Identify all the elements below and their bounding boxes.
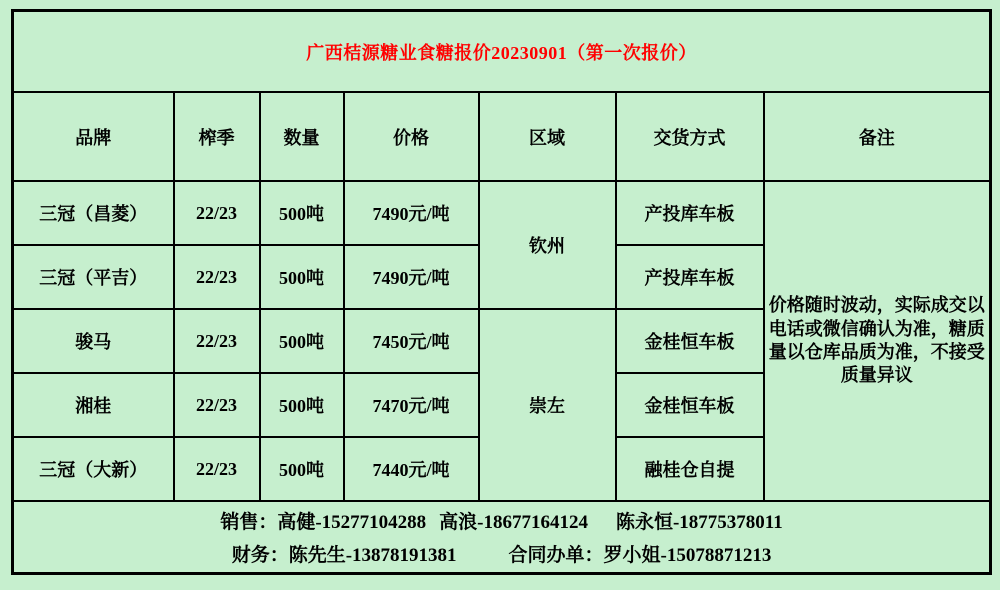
- quantity-cell: 500吨: [260, 181, 344, 245]
- sales-contacts-line: [14, 507, 989, 534]
- col-header-region: 区域: [479, 92, 616, 181]
- season-cell: 22/23: [174, 181, 260, 245]
- sales-contact-1: 销售：高健-15277104288: [220, 512, 427, 534]
- quantity-cell: 500吨: [260, 437, 344, 501]
- brand-cell: 湘桂: [13, 373, 174, 437]
- page-title: 广西桔源糖业食糖报价20230901（第一次报价）: [13, 11, 991, 93]
- contact-footer-lines: [14, 502, 989, 572]
- price-cell: 7490元/吨: [344, 181, 479, 245]
- price-cell: 7470元/吨: [344, 373, 479, 437]
- col-header-remark: 备注: [764, 92, 991, 181]
- quotation-table: [11, 9, 992, 575]
- brand-cell: 三冠（昌菱）: [13, 181, 174, 245]
- region-cell-qinzhou: 钦州: [479, 181, 616, 309]
- region-cell-chongzuo: 崇左: [479, 309, 616, 501]
- remark-cell: 价格随时波动，实际成交以电话或微信确认为准，糖质量以仓库品质为准，不接受质量异议: [764, 181, 991, 501]
- brand-cell: 骏马: [13, 309, 174, 373]
- col-header-season: 榨季: [174, 92, 260, 181]
- title-row: [13, 11, 991, 93]
- col-header-brand: 品牌: [13, 92, 174, 181]
- quotation-sheet: [11, 9, 992, 575]
- price-cell: 7450元/吨: [344, 309, 479, 373]
- quantity-cell: 500吨: [260, 373, 344, 437]
- delivery-cell: 产投库车板: [616, 245, 764, 309]
- delivery-cell: 金桂恒车板: [616, 373, 764, 437]
- delivery-cell: 金桂恒车板: [616, 309, 764, 373]
- season-cell: 22/23: [174, 245, 260, 309]
- sales-contact-2: 高浪-18677164124: [439, 512, 588, 534]
- season-cell: 22/23: [174, 437, 260, 501]
- delivery-cell: 产投库车板: [616, 181, 764, 245]
- quantity-cell: 500吨: [260, 245, 344, 309]
- contact-footer: [13, 501, 991, 574]
- brand-cell: 三冠（大新）: [13, 437, 174, 501]
- header-row: [13, 92, 991, 181]
- col-header-quantity: 数量: [260, 92, 344, 181]
- brand-cell: 三冠（平吉）: [13, 245, 174, 309]
- sales-contact-3: 陈永恒-18775378011: [615, 512, 783, 534]
- price-cell: 7490元/吨: [344, 245, 479, 309]
- delivery-cell: 融桂仓自提: [616, 437, 764, 501]
- col-header-delivery: 交货方式: [616, 92, 764, 181]
- season-cell: 22/23: [174, 373, 260, 437]
- footer-row: [13, 501, 991, 574]
- finance-contacts-line: [14, 540, 989, 567]
- season-cell: 22/23: [174, 309, 260, 373]
- order-contact: 合同办单：罗小姐-15078871213: [508, 544, 772, 566]
- quantity-cell: 500吨: [260, 309, 344, 373]
- price-cell: 7440元/吨: [344, 437, 479, 501]
- finance-contact: 财务：陈先生-13878191381: [231, 544, 457, 566]
- table-row: [13, 181, 991, 245]
- col-header-price: 价格: [344, 92, 479, 181]
